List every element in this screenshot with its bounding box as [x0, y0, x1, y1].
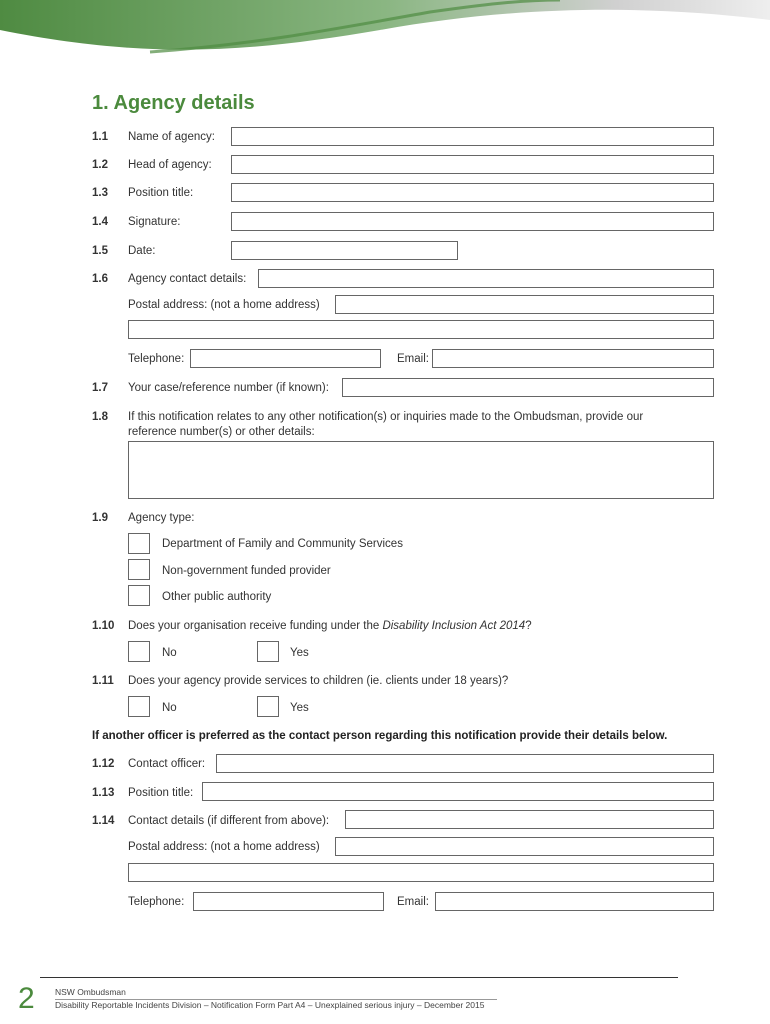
page-number: 2	[18, 982, 35, 1015]
date-label: Date:	[128, 245, 156, 257]
footer-org: NSW Ombudsman	[55, 987, 497, 1000]
item-number: 1.5	[92, 245, 108, 257]
position-title-input[interactable]	[231, 183, 714, 202]
officer-postal-input[interactable]	[335, 837, 714, 856]
act-name: Disability Inclusion Act 2014	[382, 620, 526, 632]
officer-contact-input[interactable]	[345, 810, 714, 829]
postal-address-label: Postal address: (not a home address)	[128, 299, 320, 311]
officer-contact-label: Contact details (if different from above):	[128, 815, 330, 827]
officer-telephone-input[interactable]	[193, 892, 384, 911]
date-input[interactable]	[231, 241, 458, 260]
item-number: 1.4	[92, 216, 108, 228]
other-authority-label: Other public authority	[162, 591, 272, 603]
item-number: 1.12	[92, 758, 115, 770]
funding-question	[128, 620, 532, 632]
yes-label: Yes	[290, 647, 309, 659]
footer-rule	[40, 977, 678, 978]
children-services-question: Does your agency provide services to children (ie. clients under 18 years)?	[128, 675, 509, 687]
telephone-input[interactable]	[190, 349, 381, 368]
other-notifications-textarea[interactable]	[128, 441, 714, 499]
item-number: 1.7	[92, 382, 108, 394]
item-number: 1.6	[92, 273, 108, 285]
position-title-label: Position title:	[128, 187, 194, 199]
item-number: 1.9	[92, 512, 108, 524]
ngo-label: Non-government funded provider	[162, 565, 331, 577]
no-label: No	[162, 647, 177, 659]
item-number: 1.10	[92, 620, 115, 632]
dfcs-checkbox[interactable]	[128, 533, 150, 554]
other-notifications-label: If this notification relates to any other notification(s) or inquiries made to the Ombudsman, provide our	[128, 411, 644, 423]
agency-name-label: Name of agency:	[128, 131, 215, 143]
item-number: 1.13	[92, 787, 115, 799]
signature-label: Signature:	[128, 216, 181, 228]
other-authority-checkbox[interactable]	[128, 585, 150, 606]
item-number: 1.2	[92, 159, 108, 171]
postal-address-line2-input[interactable]	[128, 320, 714, 339]
agency-contact-input[interactable]	[258, 269, 714, 288]
funding-question-text: Does your organisation receive funding under the	[128, 620, 383, 632]
ngo-checkbox[interactable]	[128, 559, 150, 580]
head-of-agency-input[interactable]	[231, 155, 714, 174]
agency-type-label: Agency type:	[128, 512, 195, 524]
contact-officer-note: If another officer is preferred as the contact person regarding this notification provide their details below.	[92, 730, 668, 742]
case-reference-label: Your case/reference number (if known):	[128, 382, 329, 394]
email-label: Email:	[397, 353, 429, 365]
officer-telephone-label: Telephone:	[128, 896, 185, 908]
signature-input[interactable]	[231, 212, 714, 231]
question-mark: ?	[525, 620, 532, 632]
agency-name-input[interactable]	[231, 127, 714, 146]
item-number: 1.3	[92, 187, 108, 199]
telephone-label: Telephone:	[128, 353, 185, 365]
item-number: 1.8	[92, 411, 108, 423]
officer-position-label: Position title:	[128, 787, 194, 799]
funding-no-checkbox[interactable]	[128, 641, 150, 662]
postal-address-input[interactable]	[335, 295, 714, 314]
header-wave-banner	[0, 0, 770, 60]
officer-email-label: Email:	[397, 896, 429, 908]
section-title: 1. Agency details	[92, 92, 255, 114]
agency-contact-label: Agency contact details:	[128, 273, 247, 285]
yes-label: Yes	[290, 702, 309, 714]
contact-officer-label: Contact officer:	[128, 758, 206, 770]
item-number: 1.14	[92, 815, 115, 827]
funding-yes-checkbox[interactable]	[257, 641, 279, 662]
case-reference-input[interactable]	[342, 378, 714, 397]
head-of-agency-label: Head of agency:	[128, 159, 212, 171]
footer-doc-title: Disability Reportable Incidents Division – Notification Form Part A4 – Unexplained serious injury – December 2015	[55, 1000, 485, 1010]
contact-officer-input[interactable]	[216, 754, 714, 773]
other-notifications-label-cont: reference number(s) or other details:	[128, 426, 315, 438]
no-label: No	[162, 702, 177, 714]
children-no-checkbox[interactable]	[128, 696, 150, 717]
officer-position-input[interactable]	[202, 782, 714, 801]
officer-email-input[interactable]	[435, 892, 714, 911]
children-yes-checkbox[interactable]	[257, 696, 279, 717]
item-number: 1.1	[92, 131, 108, 143]
officer-postal-label: Postal address: (not a home address)	[128, 841, 320, 853]
item-number: 1.11	[92, 675, 114, 687]
email-input[interactable]	[432, 349, 714, 368]
dfcs-label: Department of Family and Community Services	[162, 538, 403, 550]
officer-postal-line2-input[interactable]	[128, 863, 714, 882]
